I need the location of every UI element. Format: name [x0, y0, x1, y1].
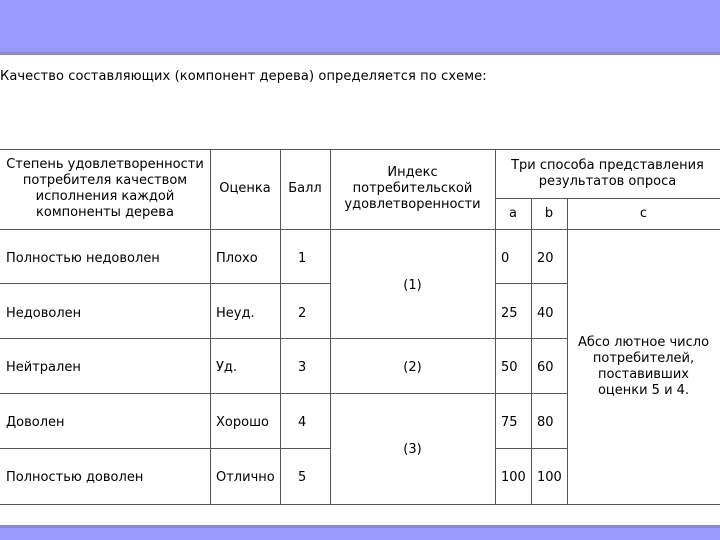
header-degree-line: потребителя качеством [22, 173, 188, 188]
index-label-2: (2) [403, 360, 422, 375]
row-a: 0 [501, 251, 510, 266]
row-degree: Полностью недоволен [6, 251, 160, 266]
header-a-label: a [509, 205, 517, 221]
c-text-line: оценки 5 и 4. [597, 382, 690, 398]
row-degree: Полностью доволен [6, 470, 144, 485]
row-grade: Отлично [216, 470, 275, 485]
satisfaction-table [0, 149, 720, 505]
row-score: 4 [298, 415, 307, 430]
slide [0, 52, 720, 528]
row-grade: Неуд. [216, 306, 255, 321]
header-c [567, 198, 720, 229]
row-b: 20 [537, 251, 554, 266]
header-methods [495, 149, 720, 198]
c-text-line: поставивших [598, 366, 689, 382]
row-score: 1 [298, 251, 307, 266]
header-index-line: Индекс [387, 165, 438, 180]
row-a: 100 [501, 470, 526, 485]
header-degree-line: компоненты дерева [36, 205, 174, 220]
c-column-text [567, 229, 720, 504]
row-b: 100 [537, 470, 562, 485]
row-score: 5 [298, 470, 307, 485]
header-degree-line: исполнения каждой [35, 189, 175, 204]
c-text-line: потребителей, [592, 350, 695, 366]
header-index-line: потребительской [352, 181, 473, 196]
table-border-bottom [0, 504, 720, 505]
row-score: 3 [298, 360, 307, 375]
c-text-line: Абсо лютное число [577, 334, 710, 350]
header-grade [210, 149, 280, 229]
row-grade: Уд. [216, 360, 238, 375]
header-methods-line: результатов опроса [538, 173, 677, 189]
col-line-5 [531, 198, 532, 505]
header-degree-line: Степень удовлетворенности [6, 157, 204, 172]
row-degree: Недоволен [6, 306, 82, 321]
row-grade: Хорошо [216, 415, 269, 430]
header-score [280, 149, 330, 229]
row-a: 75 [501, 415, 518, 430]
index-label-1: (1) [403, 278, 422, 293]
header-b [531, 198, 567, 229]
header-a [495, 198, 531, 229]
index-label-3: (3) [403, 442, 422, 457]
header-index-line: удовлетворенности [344, 197, 481, 212]
caption: Качество составляющих (компонент дерева) определяется по схеме: [0, 69, 487, 84]
row-degree: Нейтрален [6, 360, 81, 375]
row-b: 80 [537, 415, 554, 430]
row-a: 25 [501, 306, 518, 321]
row-a: 50 [501, 360, 518, 375]
header-b-label: b [544, 205, 554, 221]
row-b: 60 [537, 360, 554, 375]
header-index [330, 149, 495, 229]
row-grade: Плохо [216, 251, 258, 266]
header-grade-label: Оценка [219, 181, 271, 196]
row-degree: Доволен [6, 415, 65, 430]
header-c-label: c [639, 205, 648, 221]
row-b: 40 [537, 306, 554, 321]
row-score: 2 [298, 306, 307, 321]
header-degree [0, 149, 210, 229]
header-score-label: Балл [288, 181, 322, 196]
header-methods-line: Три способа представления [511, 157, 704, 173]
